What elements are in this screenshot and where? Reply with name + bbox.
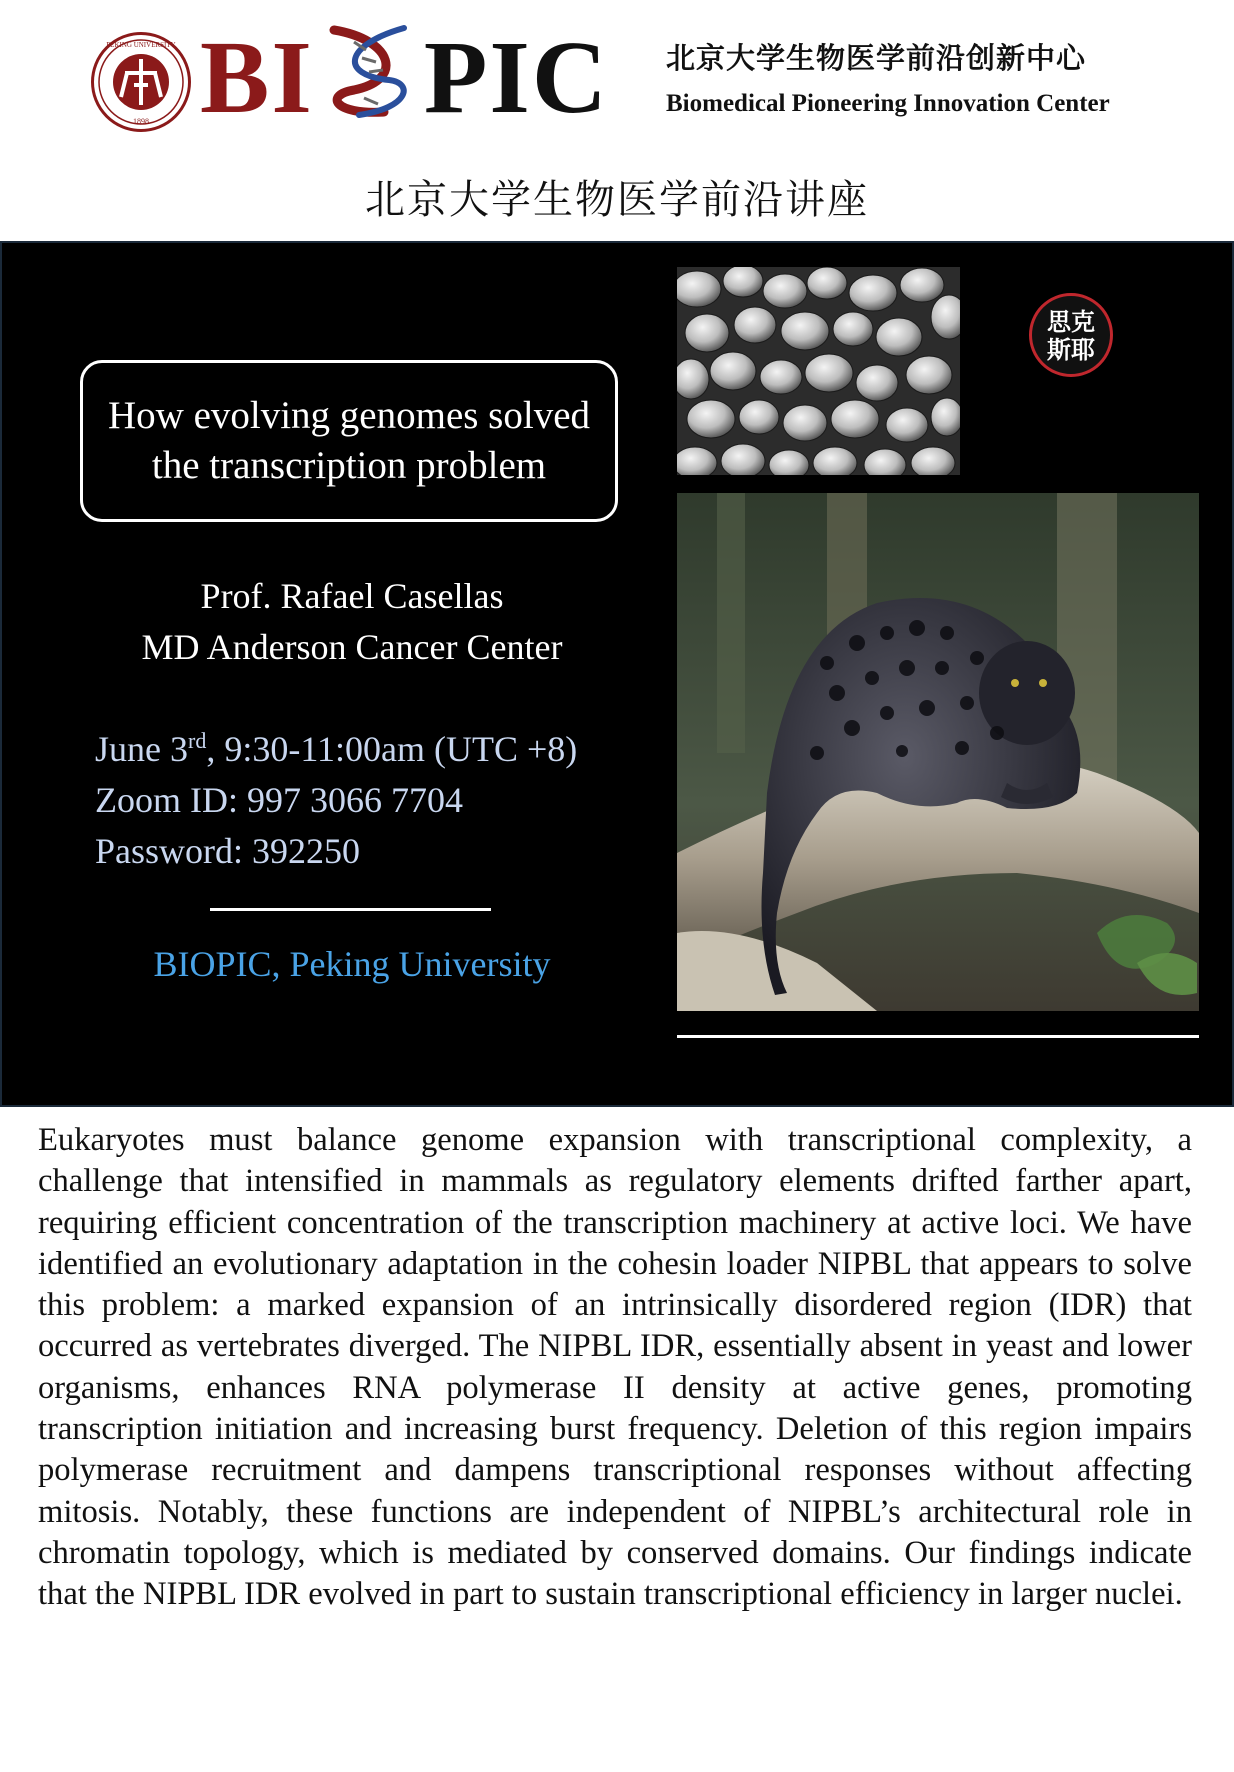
event-datetime	[95, 724, 675, 775]
poster-header	[0, 0, 1234, 240]
seal-year: 1898	[133, 117, 149, 126]
biopic-logo	[200, 20, 609, 135]
center-name-chinese: 北京大学生物医学前沿创新中心	[666, 41, 1087, 75]
seal-stamp	[1029, 293, 1113, 377]
stamp-line2: 斯耶	[1047, 336, 1095, 364]
event-time: , 9:30-11:00am (UTC +8)	[206, 729, 578, 769]
dna-helix-icon	[314, 20, 424, 120]
speaker-block	[42, 571, 662, 673]
jaguar-icon	[677, 493, 1199, 1011]
yeast-cells-icon	[677, 267, 960, 475]
yeast-micrograph-image	[677, 267, 960, 475]
left-divider	[210, 908, 491, 911]
host-affiliation: BIOPIC, Peking University	[153, 944, 551, 984]
event-details	[95, 724, 675, 877]
talk-title-line1: How evolving genomes solved	[107, 394, 590, 437]
speaker-institution: MD Anderson Cancer Center	[141, 627, 563, 667]
event-date-suffix: rd	[188, 728, 207, 753]
stamp-line1: 思克	[1047, 308, 1095, 336]
peking-university-seal	[91, 32, 191, 132]
zoom-password: Password: 392250	[95, 831, 361, 871]
zoom-id: Zoom ID: 997 3066 7704	[95, 780, 463, 820]
event-date: June 3	[95, 729, 188, 769]
center-name-english: Biomedical Pioneering Innovation Center	[666, 90, 1110, 117]
speaker-name: Prof. Rafael Casellas	[200, 576, 504, 616]
lecture-series-title: 北京大学生物医学前沿讲座	[365, 177, 869, 223]
right-divider	[677, 1035, 1199, 1038]
talk-title-line2: the transcription problem	[151, 444, 547, 487]
talk-info-panel	[0, 241, 1234, 1107]
logo-part-right: PIC	[423, 20, 609, 135]
seal-ring-text: PEKING UNIVERSITY	[106, 41, 176, 49]
black-jaguar-image	[677, 493, 1199, 1011]
seal-emblem-icon	[94, 35, 188, 129]
talk-abstract: Eukaryotes must balance genome expansion with transcriptional complexity, a challenge that intensified in mammals as regulatory elements drifted farther apart, requiring efficient concentration of the transcription machinery at active loci. We have identified an evolutionary adaptation in the cohesin loader NIPBL that appears to solve this problem: a marked expansion of an intrinsically disordered region (IDR) that occurred as vertebrates diverged. The NIPBL IDR, essentially absent in yeast and lower organisms, enhances RNA polymerase II density at active genes, promoting transcription initiation and increasing burst frequency. Deletion of this region impairs polymerase recruitment and dampens transcriptional responses without affecting mitosis. Notably, these functions are independent of NIPBL’s architectural role in chromatin topology, which is mediated by conserved domains. Our findings indicate that the NIPBL IDR evolved in part to sustain transcriptional efficiency in larger nuclei.	[38, 1122, 1192, 1613]
talk-title-box	[80, 360, 618, 522]
logo-part-left: BI	[200, 20, 314, 135]
